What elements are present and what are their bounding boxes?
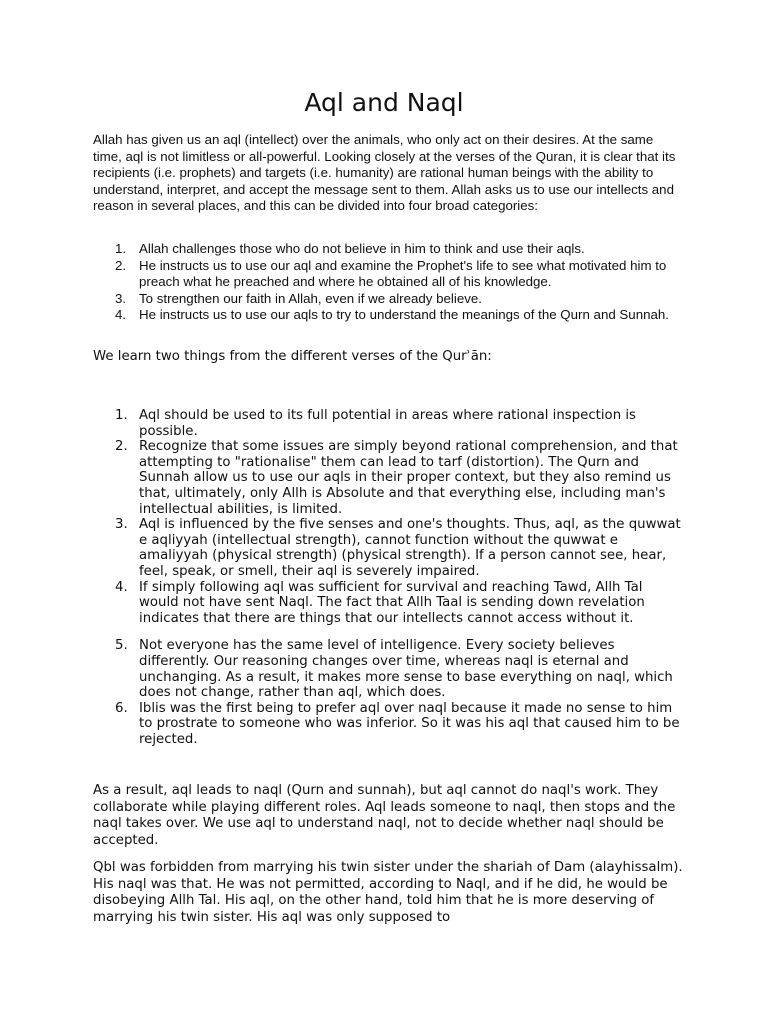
list-item-text: Recognize that some issues are simply beyond rational comprehension, and that attempting to "rationalise" them can lead to tarf (distortion). The Qurn and Sunnah allow us to use our aqls in their proper context, but they also remind us that, ultimately, only Allh is Absolute and that everything else, including man's intellectual abilities, is limited. [139, 439, 678, 517]
categories-list [93, 241, 683, 324]
list-item-text: Allah challenges those who do not believe in him to think and use their aqls. [139, 241, 585, 256]
list-number: 5. [115, 638, 128, 654]
intro-paragraph: Allah has given us an aql (intellect) over the animals, who only act on their desires. At the same time, aql is not limitless or all-powerful. Looking closely at the verses of the Quran, it is clear that its recipients (i.e. prophets) and targets (i.e. humanity) are rational human beings with the ability to understand, interpret, and accept the message sent to them. Allah asks us to use our intellects and reason in several places, and this can be divided into four broad categories: [93, 132, 676, 214]
list-item-text: Not everyone has the same level of intelligence. Every society believes differently. Our reasoning changes over time, whereas naql is eternal and unchanging. As a result, it makes more sense to base everything on naql, which does not change, rather than aql, which does. [139, 638, 673, 701]
list-item [93, 241, 683, 258]
list-number: 2. [115, 257, 127, 273]
list-item-text: Aql is influenced by the five senses and one's thoughts. Thus, aql, as the quwwat e aqliyyah (intellectual strength), cannot function without the quwwat e amaliyyah (physical strength) (physical strength). If a person cannot see, hear, feel, speak, or smell, their aql is severely impaired. [139, 517, 681, 579]
list-item-text: Iblis was the first being to prefer aql over naql because it made no sense to him to prostrate to someone who was inferior. So it was his aql that caused him to be rejected. [139, 700, 680, 747]
list-number: 3. [115, 290, 127, 306]
list-item [93, 408, 683, 439]
list-item-text: Aql should be used to its full potential in areas where rational inspection is possible. [139, 408, 636, 439]
list-item [93, 258, 683, 291]
list-item-text: If simply following aql was sufficient for survival and reaching Tawd, Allh Tal would not have sent Naql. The fact that Allh Taal is sending down revelation indicates that there are things that our intellects cannot access without it. [139, 579, 645, 626]
list-number: 4. [115, 307, 127, 323]
page-title: Aql and Naql [304, 88, 464, 117]
list-item [93, 701, 683, 748]
body-paragraph: As a result, aql leads to naql (Qurn and sunnah), but aql cannot do naql's work. They collaborate while playing different roles. Aql leads someone to naql, then stops and the naql takes over. We use aql to understand naql, not to decide whether naql should be accepted. [93, 783, 676, 848]
list-item [93, 439, 683, 517]
body-paragraph: Qbl was forbidden from marrying his twin sister under the shariah of Dam (alayhissalm). His naql was that. He was not permitted, according to Naql, and if he did, he would be disobeying Allh Tal. His aql, on the other hand, told him that he is more deserving of marrying his twin sister. His aql was only supposed to [93, 860, 683, 925]
list-number: 2. [115, 439, 128, 455]
list-item [93, 580, 683, 627]
list-item [93, 291, 683, 308]
list-item [93, 517, 683, 579]
list-number: 1. [115, 408, 128, 423]
list-number: 1. [115, 241, 127, 256]
list-item-text: He instructs us to use our aqls to try to understand the meanings of the Qurn and Sunnah. [139, 307, 669, 323]
learn-heading: We learn two things from the different verses of the Qurʾān: [93, 349, 492, 364]
list-item [93, 638, 683, 700]
list-item-text: To strengthen our faith in Allah, even if we already believe. [139, 290, 482, 306]
list-item [93, 307, 683, 324]
list-number: 6. [115, 700, 128, 716]
list-item-text: He instructs us to use our aql and examine the Prophet's life to see what motivated him to preach what he preached and where he obtained all of his knowledge. [139, 257, 667, 290]
list-number: 3. [115, 517, 128, 533]
points-list [93, 408, 683, 747]
list-number: 4. [115, 579, 128, 595]
